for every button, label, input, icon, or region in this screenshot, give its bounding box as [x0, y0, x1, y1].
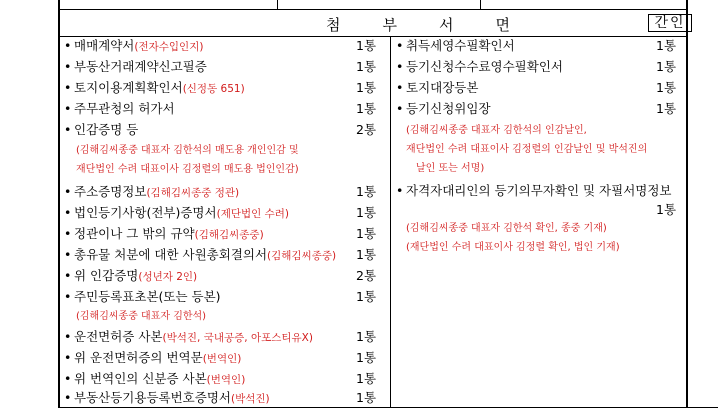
- left-list-item: • 인감증명 등: [64, 122, 139, 137]
- item-count: 2통: [356, 268, 377, 283]
- left-list-item: • 총유물 처분에 대한 사원총회결의서(김해김씨종중): [64, 247, 337, 262]
- cell-divider: [480, 0, 481, 10]
- left-list-item: • 주소증명정보(김해김씨종중 정관): [64, 184, 240, 199]
- item-count: 1통: [356, 59, 377, 74]
- column-divider: [390, 37, 391, 407]
- item-count: 1통: [356, 101, 377, 116]
- power-of-attorney-note: 날인 또는 서명): [416, 163, 485, 174]
- item-count: 1통: [356, 184, 377, 199]
- item-count: 1통: [656, 202, 677, 217]
- item-count: 1통: [356, 289, 377, 304]
- cut-off-previous-row: [58, 0, 688, 10]
- item-count: 1통: [356, 205, 377, 220]
- left-list-item: • 토지이용계획확인서(신정동 651): [64, 80, 245, 95]
- item-count: 1통: [356, 226, 377, 241]
- item-count: 1통: [356, 371, 377, 386]
- right-list-item: • 등기신청수수료영수필확인서: [396, 59, 563, 74]
- item-count: 1통: [356, 390, 377, 405]
- attachments-title: 첨부서면: [326, 16, 552, 34]
- attachments-table: [58, 37, 688, 407]
- right-list-item: • 등기신청위임장: [396, 101, 491, 116]
- agent-check-note: (김해김씨종중 대표자 김한석 확인, 종중 기재): [406, 223, 607, 234]
- attachments-header-row: [58, 10, 688, 37]
- seal-note: 재단법인 수려 대표이사 김정렬의 매도용 법인인감): [76, 164, 299, 175]
- seal-note: (김해김씨종중 대표자 김한석의 매도용 개인인감 및: [76, 145, 299, 156]
- item-count: 1통: [356, 350, 377, 365]
- agent-check-note: (재단법인 수려 대표이사 김정렬 확인, 법인 기재): [406, 242, 620, 253]
- power-of-attorney-note: (김해김씨종중 대표자 김한석의 인감날인,: [406, 125, 587, 136]
- right-list-item: • 취득세영수필확인서: [396, 38, 515, 53]
- right-list-item: • 토지대장등본: [396, 80, 479, 95]
- left-list-item: • 법인등기사항(전부)증명서(제단법인 수려): [64, 205, 289, 220]
- left-list-item: • 매매계약서(전자수입인지): [64, 38, 204, 53]
- item-count: 1통: [356, 38, 377, 53]
- resident-note: (김해김씨종중 대표자 김한석): [76, 311, 207, 322]
- item-count: 1통: [356, 247, 377, 262]
- left-list-item: • 위 인감증명(성년자 2인): [64, 268, 198, 283]
- left-list-item: • 주민등록표초본(또는 등본): [64, 289, 221, 304]
- left-list-item: • 부동산등기용등록번호증명서(박석진): [64, 390, 270, 405]
- left-list-item: • 부동산거래계약신고필증: [64, 59, 207, 74]
- power-of-attorney-note: 재단법인 수려 대표이사 김정렬의 인감날인 및 박석진의: [406, 144, 648, 155]
- cell-divider: [277, 0, 278, 10]
- item-count: 1통: [356, 80, 377, 95]
- item-count: 1통: [656, 38, 677, 53]
- table-bottom-rule: [58, 407, 718, 408]
- item-count: 1통: [356, 329, 377, 344]
- right-list-item: • 자격자대리인의 등기의무자확인 및 자필서명정보: [396, 183, 672, 198]
- left-list-item: • 운전면허증 사본(박석진, 국내공증, 아포스티유X): [64, 329, 313, 344]
- left-list-item: • 위 번역인의 신분증 사본(번역인): [64, 371, 246, 386]
- left-list-item: • 위 운전면허증의 번역문(번역인): [64, 350, 242, 365]
- item-count: 2통: [356, 122, 377, 137]
- item-count: 1통: [656, 101, 677, 116]
- item-count: 1통: [656, 59, 677, 74]
- left-list-item: • 정관이나 그 밖의 규약(김해김씨종중): [64, 226, 264, 241]
- item-count: 1통: [656, 80, 677, 95]
- left-list-item: • 주무관청의 허가서: [64, 101, 175, 116]
- seal-stamp-box: 간인: [648, 14, 692, 32]
